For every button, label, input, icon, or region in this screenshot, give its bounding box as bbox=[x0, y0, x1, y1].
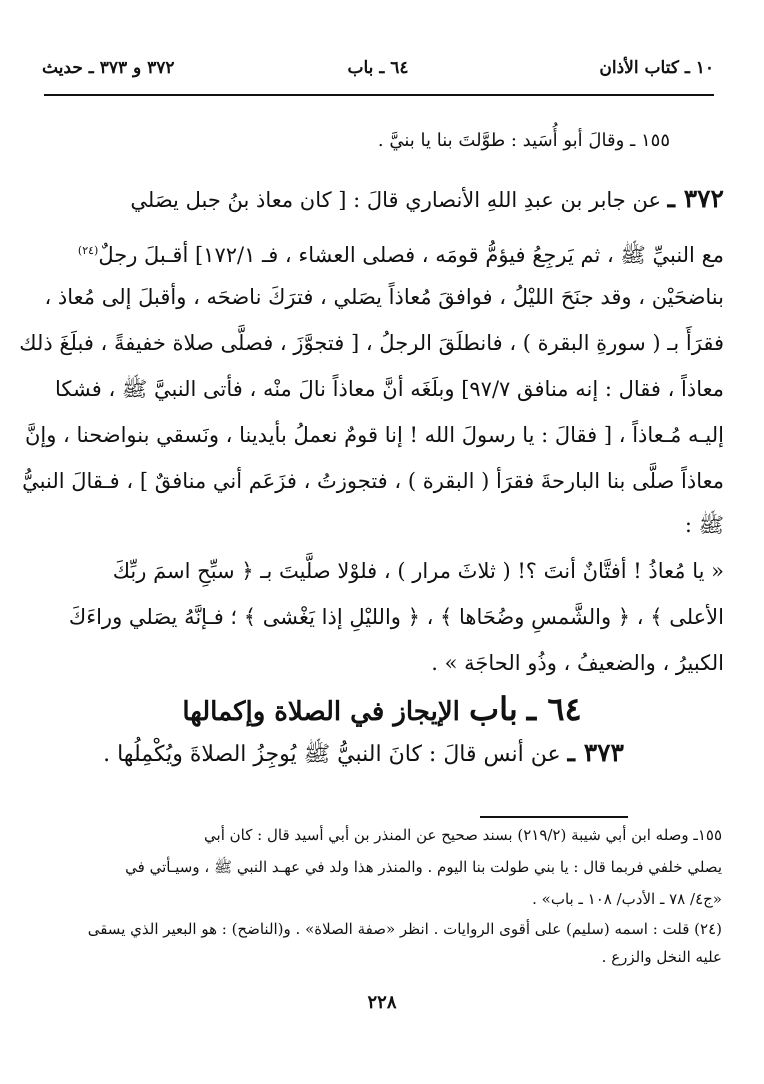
hadith-372-line-9: « يا مُعاذُ ! أفتَّانٌ أنتَ ؟! ( ثلاثَ مرار ) ، فلوْلا صلَّيتَ بـ ﴿ سبِّحِ اسمَ ربِّكَ bbox=[112, 559, 724, 583]
hadith-372-line-11: الكبيرُ ، والضعيفُ ، وذُو الحاجَة » . bbox=[431, 651, 724, 675]
footnote-line-3: «ج٤/ ٧٨ ـ الأدب/ ١٠٨ ـ باب» . bbox=[532, 890, 722, 908]
hadith-372-line-10: الأعلى ﴾ ، ﴿ والشَّمسِ وضُحَاها ﴾ ، ﴿ والليْلِ إذا يَغْشى ﴾ ؛ فـإنَّهُ يصَلي وراءَكَ bbox=[68, 605, 724, 629]
athar-155: ١٥٥ ـ وقالَ أبو أُسَيد : طوَّلتَ بنا يا بنيَّ . bbox=[377, 130, 670, 151]
footnote-line-1: ١٥٥ـ وصله ابن أبي شيبة (٢١٩/٢) بسند صحيح عن المنذر بن أبي أسيد قال : كان أبي bbox=[204, 826, 722, 844]
footnote-line-4: (٢٤) قلت : اسمه (سليم) على أقوى الروايات . انظر «صفة الصلاة» . و(الناضح) : هو البعير الذي يسقى bbox=[87, 920, 722, 938]
hadith-373-text: عن أنس قالَ : كانَ النبيُّ ﷺ يُوجِزُ الصلاةَ ويُكْمِلُها . bbox=[103, 742, 561, 767]
footnote-line-5: عليه النخل والزرع . bbox=[601, 948, 722, 966]
hadith-372-line-6: إليـه مُـعاذاً ، [ فقالَ : يا رسولَ الله ! إنا قومٌ نعملُ بأيدينا ، ونَسقي بنواضحنا ، وإنَّ bbox=[24, 423, 724, 447]
page-number: ٢٢٨ bbox=[367, 992, 397, 1013]
hadith-373-number: ٣٧٣ ـ bbox=[567, 738, 624, 767]
bab-heading bbox=[0, 690, 764, 728]
hadith-372-line-7: معاذاً صلَّى بنا البارحةَ فقرَأ ( البقرة ) ، فتجوزتُ ، فزَعَم أني منافقٌ ] ، فـقالَ النبيُّ bbox=[22, 469, 724, 493]
header-hadith-range: ٣٧٢ و ٣٧٣ ـ حديث bbox=[42, 58, 175, 78]
footnote-ref-24: (٢٤) bbox=[77, 244, 99, 257]
hadith-372-number: ٣٧٢ ـ bbox=[667, 184, 724, 213]
header-divider bbox=[44, 94, 714, 96]
hadith-372-line-2: مع النبيِّ ﷺ ، ثم يَرجِعُ فيؤمُّ قومَه ، فصلى العشاء ، فـ ١٧٢/١] أقـبلَ رجلٌ$^{(٢٤)}$ bbox=[77, 243, 724, 267]
bab-number: ٦٤ ـ bbox=[526, 690, 582, 728]
hadith-372-line-4: فقرَأَ بـ ( سورةِ البقرة ) ، فانطلَقَ الرجلُ ، [ فتجوَّزَ ، فصلَّى صلاة خفيفةً ، فبلَغَ ذلك bbox=[19, 331, 724, 355]
header-section: ٦٤ ـ باب bbox=[347, 58, 409, 78]
hadith-372-line-3: بناضحَيْن ، وقد جنَحَ الليْلُ ، فوافقَ مُعاذاً يصَلي ، فترَكَ ناضحَه ، وأقبلَ إلى مُعاذ ، bbox=[44, 285, 724, 309]
running-header bbox=[42, 54, 714, 88]
bab-word: باب bbox=[468, 690, 518, 728]
bab-title: الإيجاز في الصلاة وإكمالها bbox=[182, 697, 460, 727]
footnote-line-2: يصلي خلفي فربما قال : يا بني طولت بنا اليوم . والمنذر هذا ولد في عهـد النبي ﷺ ، وسيـأتي في bbox=[125, 858, 722, 876]
footnote-divider bbox=[480, 816, 628, 818]
hadith-372-line-5: معاذاً ، فقال : إنه منافق ٩٧/٧] وبلَغَه أنَّ معاذاً نالَ منْه ، فأتى النبيَّ ﷺ ، فشكا bbox=[55, 377, 724, 401]
hadith-373 bbox=[103, 738, 624, 772]
header-chapter: ١٠ ـ كتاب الأذان bbox=[599, 58, 714, 78]
hadith-372-line-1: ٣٧٢ ـ عن جابر بن عبدِ اللهِ الأنصاري قالَ : [ كان معاذ بنُ جبل يصَلي bbox=[130, 184, 724, 213]
hadith-372-line-8: ﷺ : bbox=[684, 513, 724, 537]
